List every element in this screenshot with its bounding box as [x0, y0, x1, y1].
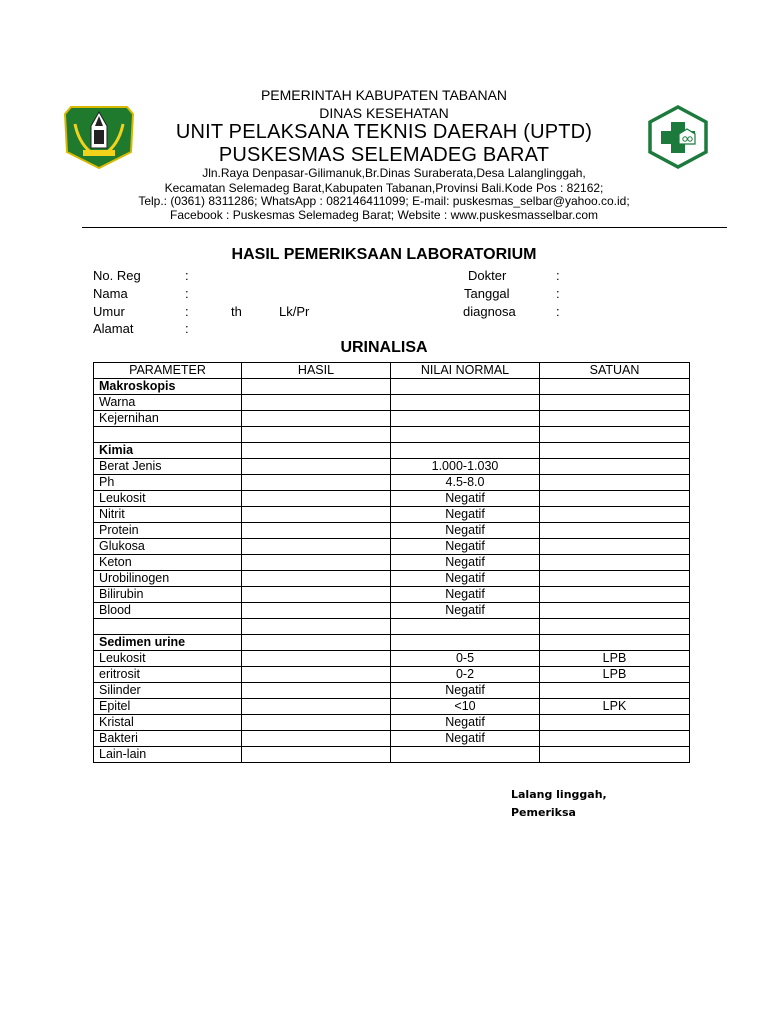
parameter-cell: Silinder: [94, 683, 242, 699]
nilai-normal-cell: [391, 619, 540, 635]
table-row: [94, 587, 690, 603]
diagnosa-colon: :: [556, 304, 560, 319]
nilai-normal-cell: [391, 379, 540, 395]
satuan-cell: [540, 507, 690, 523]
no-reg-label: No. Reg: [93, 268, 141, 283]
hasil-cell: [242, 555, 391, 571]
alamat-colon: :: [185, 321, 189, 336]
hasil-cell: [242, 635, 391, 651]
satuan-cell: [540, 555, 690, 571]
table-row: [94, 539, 690, 555]
table-row: [94, 459, 690, 475]
table-row: [94, 715, 690, 731]
header-hasil: HASIL: [242, 363, 391, 379]
nilai-normal-cell: Negatif: [391, 683, 540, 699]
hasil-cell: [242, 379, 391, 395]
sex-label: Lk/Pr: [279, 304, 310, 319]
table-row: [94, 683, 690, 699]
hasil-cell: [242, 443, 391, 459]
hasil-cell: [242, 651, 391, 667]
satuan-cell: LPK: [540, 699, 690, 715]
signature-place: Lalang linggah,: [511, 788, 607, 801]
nilai-normal-cell: Negatif: [391, 523, 540, 539]
nilai-normal-cell: [391, 411, 540, 427]
contact-line: Telp.: (0361) 8311286; WhatsApp : 082146411099; E-mail: puskesmas_selbar@yahoo.co.id;: [138, 194, 630, 208]
table-row: [94, 491, 690, 507]
nilai-normal-cell: Negatif: [391, 507, 540, 523]
hasil-cell: [242, 427, 391, 443]
social-line: Facebook : Puskesmas Selemadeg Barat; Website : www.puskesmasselbar.com: [170, 208, 598, 222]
parameter-cell: Makroskopis: [94, 379, 242, 395]
parameter-cell: Warna: [94, 395, 242, 411]
header-puskesmas: PUSKESMAS SELEMADEG BARAT: [218, 144, 550, 166]
satuan-cell: [540, 603, 690, 619]
nama-colon: :: [185, 286, 189, 301]
parameter-cell: Ph: [94, 475, 242, 491]
table-row: [94, 699, 690, 715]
table-row: [94, 635, 690, 651]
nilai-normal-cell: <10: [391, 699, 540, 715]
header-government: PEMERINTAH KABUPATEN TABANAN: [260, 87, 508, 103]
header-nilai-normal: NILAI NORMAL: [391, 363, 540, 379]
tanggal-label: Tanggal: [464, 286, 510, 301]
nilai-normal-cell: [391, 443, 540, 459]
nama-label: Nama: [93, 286, 128, 301]
nilai-normal-cell: Negatif: [391, 571, 540, 587]
hasil-cell: [242, 731, 391, 747]
hasil-cell: [242, 715, 391, 731]
tanggal-colon: :: [556, 286, 560, 301]
table-row: [94, 555, 690, 571]
table-row: [94, 603, 690, 619]
satuan-cell: [540, 491, 690, 507]
satuan-cell: [540, 411, 690, 427]
nilai-normal-cell: [391, 395, 540, 411]
parameter-cell: Glukosa: [94, 539, 242, 555]
parameter-cell: Kristal: [94, 715, 242, 731]
hasil-cell: [242, 699, 391, 715]
satuan-cell: [540, 523, 690, 539]
table-row: [94, 507, 690, 523]
hasil-cell: [242, 587, 391, 603]
nilai-normal-cell: 0-2: [391, 667, 540, 683]
alamat-label: Alamat: [93, 321, 134, 336]
satuan-cell: [540, 379, 690, 395]
parameter-cell: eritrosit: [94, 667, 242, 683]
satuan-cell: [540, 747, 690, 763]
parameter-cell: Protein: [94, 523, 242, 539]
parameter-cell: [94, 427, 242, 443]
parameter-cell: Nitrit: [94, 507, 242, 523]
table-row: [94, 475, 690, 491]
header-parameter: PARAMETER: [94, 363, 242, 379]
nilai-normal-cell: [391, 427, 540, 443]
table-row: [94, 667, 690, 683]
no-reg-colon: :: [185, 268, 189, 283]
table-row: [94, 395, 690, 411]
hasil-cell: [242, 507, 391, 523]
satuan-cell: [540, 587, 690, 603]
diagnosa-label: diagnosa: [463, 304, 516, 319]
satuan-cell: [540, 715, 690, 731]
umur-label: Umur: [93, 304, 125, 319]
nilai-normal-cell: Negatif: [391, 539, 540, 555]
th-label: th: [231, 304, 242, 319]
nilai-normal-cell: [391, 747, 540, 763]
parameter-cell: Kejernihan: [94, 411, 242, 427]
satuan-cell: [540, 539, 690, 555]
satuan-cell: [540, 427, 690, 443]
parameter-cell: Leukosit: [94, 651, 242, 667]
table-row: [94, 379, 690, 395]
parameter-cell: Kimia: [94, 443, 242, 459]
parameter-cell: Lain-lain: [94, 747, 242, 763]
nilai-normal-cell: Negatif: [391, 715, 540, 731]
address-line-1: Jln.Raya Denpasar-Gilimanuk,Br.Dinas Suraberata,Desa Lalanglinggah,: [202, 166, 586, 180]
table-row: [94, 747, 690, 763]
hasil-cell: [242, 747, 391, 763]
parameter-cell: Epitel: [94, 699, 242, 715]
satuan-cell: [540, 635, 690, 651]
hasil-cell: [242, 395, 391, 411]
table-row: [94, 731, 690, 747]
hasil-cell: [242, 411, 391, 427]
satuan-cell: [540, 683, 690, 699]
hasil-cell: [242, 523, 391, 539]
parameter-cell: Urobilinogen: [94, 571, 242, 587]
nilai-normal-cell: Negatif: [391, 603, 540, 619]
satuan-cell: [540, 571, 690, 587]
umur-colon: :: [185, 304, 189, 319]
satuan-cell: [540, 475, 690, 491]
document-title: HASIL PEMERIKSAAN LABORATORIUM: [231, 246, 537, 263]
hasil-cell: [242, 667, 391, 683]
satuan-cell: [540, 443, 690, 459]
parameter-cell: Leukosit: [94, 491, 242, 507]
table-row: [94, 411, 690, 427]
satuan-cell: [540, 395, 690, 411]
header-unit: UNIT PELAKSANA TEKNIS DAERAH (UPTD): [175, 121, 593, 143]
satuan-cell: LPB: [540, 651, 690, 667]
table-row: [94, 523, 690, 539]
nilai-normal-cell: Negatif: [391, 587, 540, 603]
satuan-cell: [540, 619, 690, 635]
table-row: [94, 443, 690, 459]
dokter-colon: :: [556, 268, 560, 283]
header-divider: [82, 227, 727, 228]
nilai-normal-cell: Negatif: [391, 555, 540, 571]
section-title-urinalisa: URINALISA: [340, 339, 428, 356]
parameter-cell: Berat Jenis: [94, 459, 242, 475]
hasil-cell: [242, 475, 391, 491]
table-body: [94, 379, 690, 763]
nilai-normal-cell: 0-5: [391, 651, 540, 667]
table-row: [94, 651, 690, 667]
header-satuan: SATUAN: [540, 363, 690, 379]
parameter-cell: Bilirubin: [94, 587, 242, 603]
table-row: [94, 619, 690, 635]
hasil-cell: [242, 539, 391, 555]
dokter-label: Dokter: [468, 268, 507, 283]
urinalysis-table: [93, 362, 690, 763]
satuan-cell: [540, 731, 690, 747]
nilai-normal-cell: 4.5-8.0: [391, 475, 540, 491]
parameter-cell: [94, 619, 242, 635]
parameter-cell: Bakteri: [94, 731, 242, 747]
satuan-cell: LPB: [540, 667, 690, 683]
hasil-cell: [242, 491, 391, 507]
hasil-cell: [242, 619, 391, 635]
satuan-cell: [540, 459, 690, 475]
nilai-normal-cell: 1.000-1.030: [391, 459, 540, 475]
hasil-cell: [242, 683, 391, 699]
hasil-cell: [242, 571, 391, 587]
table-row: [94, 571, 690, 587]
parameter-cell: Keton: [94, 555, 242, 571]
table-row: [94, 427, 690, 443]
header-department: DINAS KESEHATAN: [319, 105, 449, 121]
table-header-row: [94, 363, 690, 379]
signature-role: Pemeriksa: [511, 806, 576, 819]
parameter-cell: Sedimen urine: [94, 635, 242, 651]
hasil-cell: [242, 459, 391, 475]
nilai-normal-cell: Negatif: [391, 731, 540, 747]
nilai-normal-cell: [391, 635, 540, 651]
parameter-cell: Blood: [94, 603, 242, 619]
address-line-2: Kecamatan Selemadeg Barat,Kabupaten Tabanan,Provinsi Bali.Kode Pos : 82162;: [164, 181, 604, 195]
nilai-normal-cell: Negatif: [391, 491, 540, 507]
hasil-cell: [242, 603, 391, 619]
